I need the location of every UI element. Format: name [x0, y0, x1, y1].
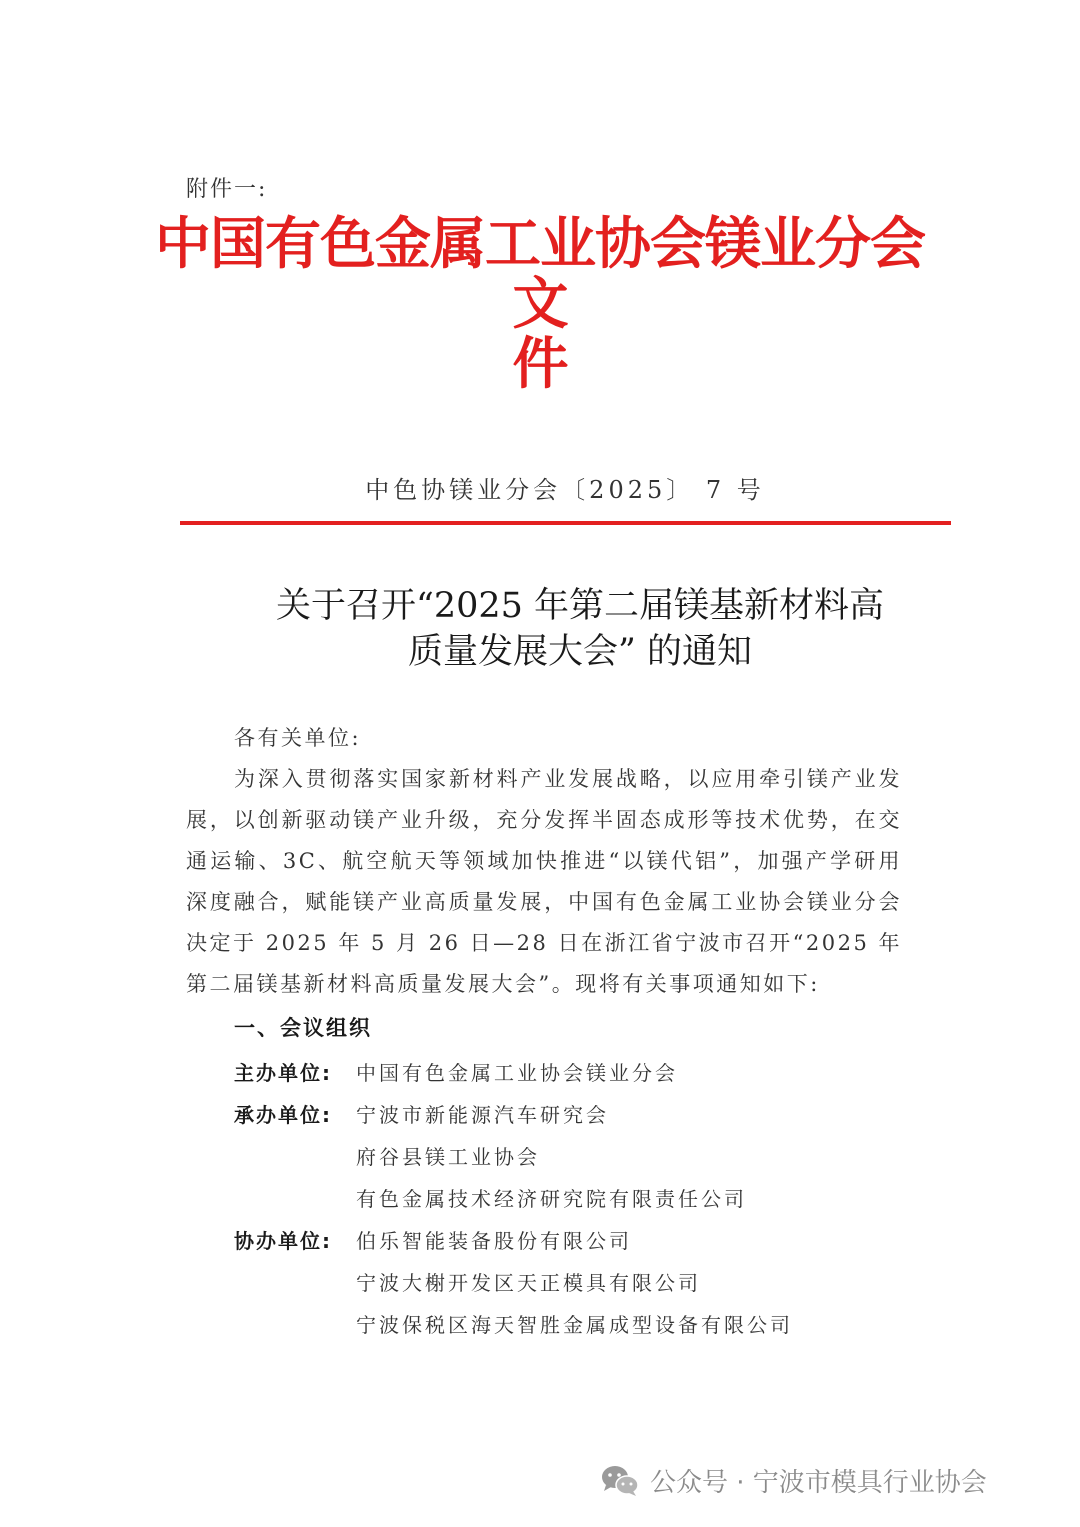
organizer-unit: 府谷县镁工业协会 [356, 1145, 540, 1169]
notice-title [240, 583, 920, 675]
notice-body [186, 718, 902, 1005]
header-title-line-2: 件 [512, 331, 568, 397]
notice-title-line-2: 质量发展大会” 的通知 [407, 632, 753, 672]
co-organizer-unit-values [356, 1220, 793, 1346]
salutation: 各有关单位: [234, 726, 362, 750]
co-organizer-unit: 宁波保税区海天智胜金属成型设备有限公司 [356, 1313, 793, 1337]
watermark [600, 1462, 987, 1499]
organizer-unit-group [234, 1094, 793, 1220]
section-heading-meeting-organization: 一、会议组织 [234, 1016, 372, 1040]
organizer-unit: 宁波市新能源汽车研究会 [356, 1103, 609, 1127]
document-header-title [140, 211, 940, 397]
notice-title-line-1: 关于召开“2025 年第二届镁基新材料高 [275, 586, 885, 626]
organizer-unit-label: 承办单位: [234, 1103, 332, 1127]
co-organizer-unit: 宁波大榭开发区天正模具有限公司 [356, 1271, 701, 1295]
intro-paragraph-text: 为深入贯彻落实国家新材料产业发展战略，以应用牵引镁产业发展，以创新驱动镁产业升级，充分发挥半固态成形等技术优势，在交通运输、3C、航空航天等领域加快推进“以镁代铝”，加强产学研用深度融合，赋能镁产业高质量发展，中国有色金属工业协会镁业分会决定于 2025 年 5 月 26 日—28 日在浙江省宁波市召开“2025 年第二届镁基新材料高质量发展大会”。现将有关事项通知如下: [186, 767, 902, 996]
co-organizer-unit: 伯乐智能装备股份有限公司 [356, 1229, 632, 1253]
co-organizer-unit-label: 协办单位: [234, 1229, 332, 1253]
organizer-unit-values [356, 1094, 747, 1220]
red-divider [180, 521, 951, 525]
organizer-unit: 有色金属技术经济研究院有限责任公司 [356, 1187, 747, 1211]
co-organizer-unit-group [234, 1220, 793, 1346]
host-unit: 中国有色金属工业协会镁业分会 [356, 1061, 678, 1085]
wechat-icon [600, 1464, 640, 1498]
header-title-line-1: 中国有色金属工业协会镁业分会文 [155, 211, 925, 337]
host-unit-label: 主办单位: [234, 1061, 332, 1085]
host-unit-group [234, 1052, 793, 1094]
intro-paragraph [186, 759, 902, 1005]
document-number: 中色协镁业分会〔2025〕 7 号 [365, 476, 765, 504]
watermark-text: 公众号 · 宁波市模具行业协会 [650, 1468, 987, 1498]
host-unit-values [356, 1052, 678, 1094]
organization-list [234, 1052, 793, 1346]
attachment-label: 附件一: [186, 177, 268, 202]
